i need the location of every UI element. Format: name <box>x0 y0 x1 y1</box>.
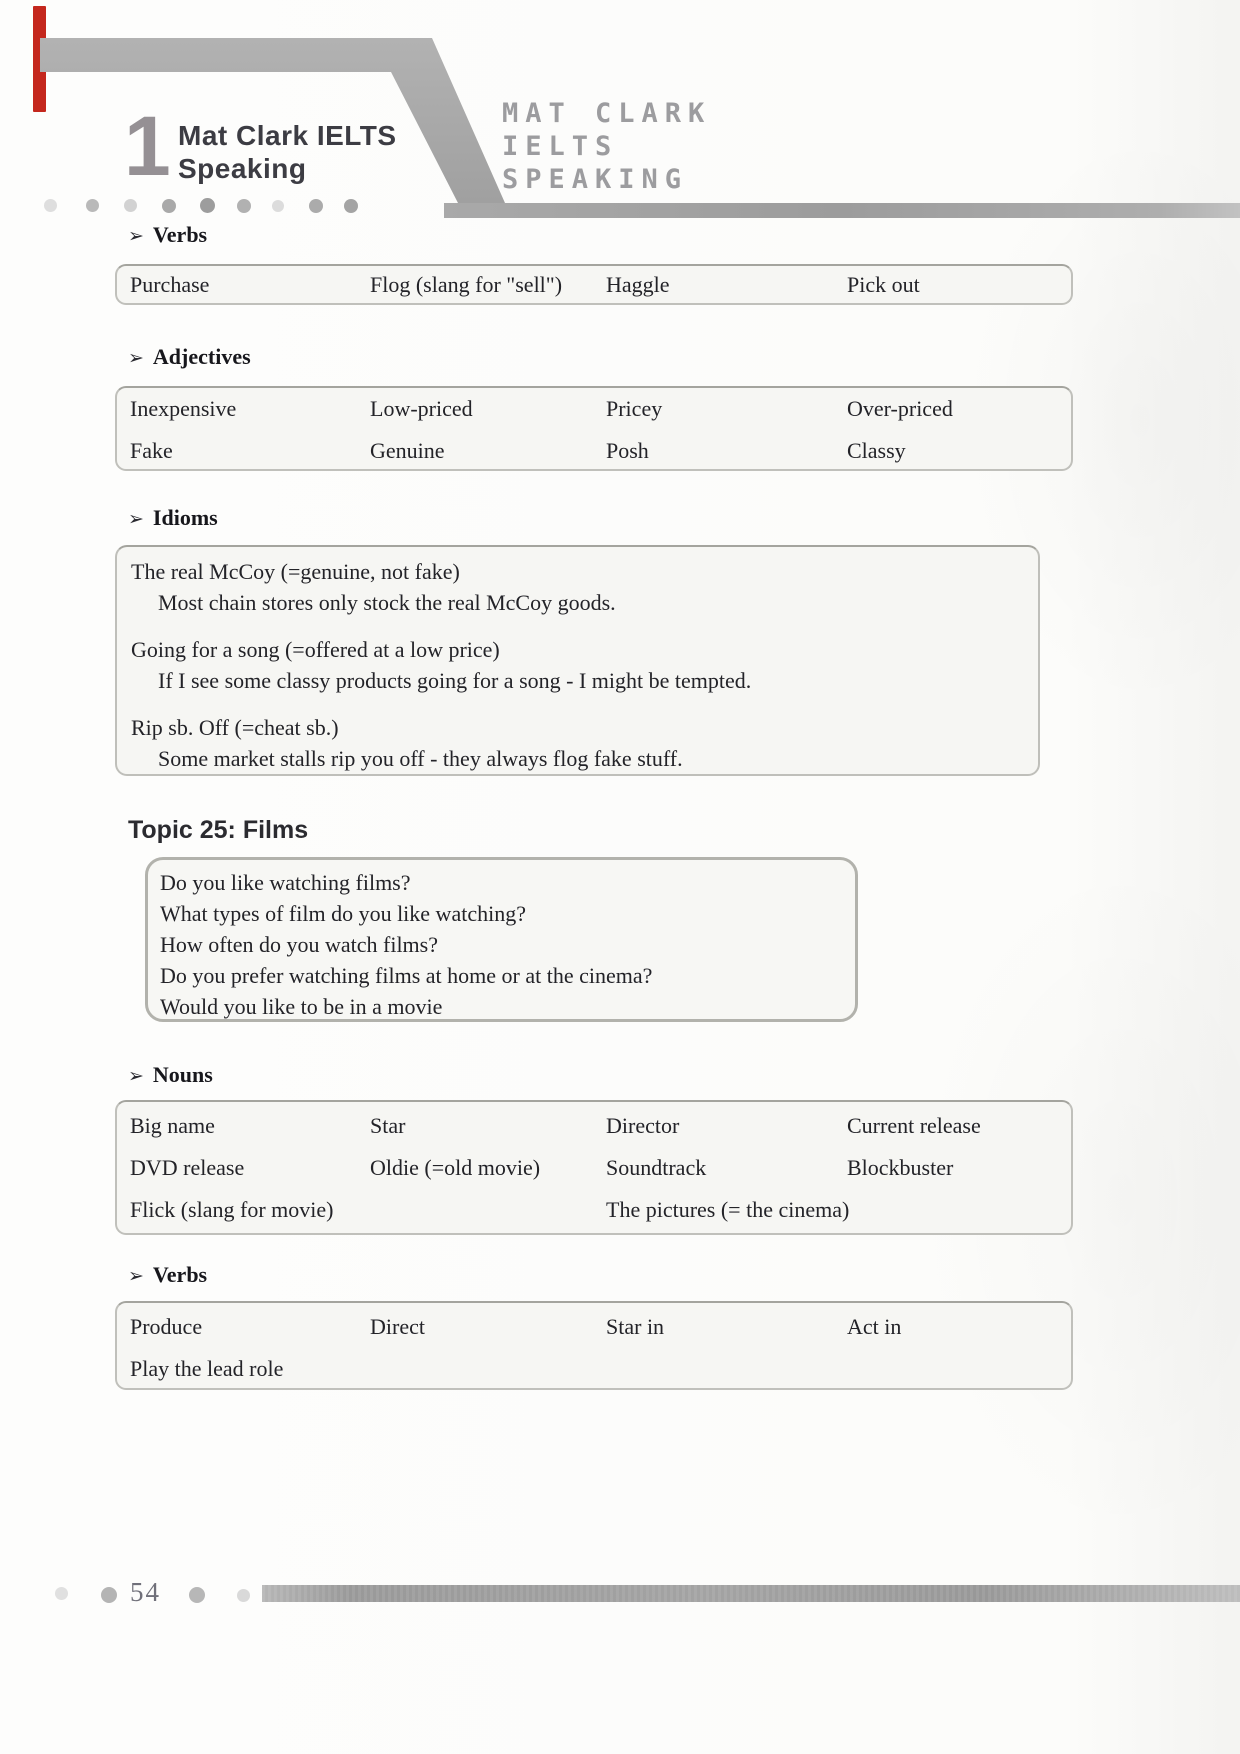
header-dots <box>44 198 384 213</box>
vocab-cell: The pictures (= the cinema) <box>606 1197 850 1222</box>
vocab-row <box>117 388 1071 430</box>
vocab-cell: Star in <box>606 1314 665 1339</box>
section-heading-label: Nouns <box>152 1062 213 1087</box>
question-line: Do you prefer watching films at home or at the cinema? <box>160 963 653 988</box>
watermark-line: SPEAKING <box>502 164 689 195</box>
dot-icon <box>162 199 176 213</box>
vocab-cell: Director <box>606 1113 680 1138</box>
series-subtitle: Speaking <box>178 153 307 184</box>
vocab-cell: Play the lead role <box>130 1356 284 1381</box>
vocab-cell: Haggle <box>606 271 670 297</box>
vocab-cell: Act in <box>847 1314 902 1339</box>
dot-icon <box>55 1587 68 1600</box>
vocab-cell: Pricey <box>606 396 663 421</box>
vocab-row <box>117 430 1071 472</box>
arrow-bullet-icon: ➢ <box>128 225 144 247</box>
vocab-cell: DVD release <box>130 1155 245 1180</box>
dot-icon <box>44 199 57 212</box>
watermark-line: MAT CLARK <box>502 98 712 129</box>
section-heading-verbs-shopping <box>128 222 207 248</box>
watermark-line: IELTS <box>502 131 619 162</box>
idiom-phrase: Rip sb. Off (=cheat sb.) <box>131 715 339 740</box>
vocab-cell: Low-priced <box>370 396 473 421</box>
vocab-cell: Flick (slang for movie) <box>130 1197 334 1222</box>
dot-icon <box>124 199 137 212</box>
vocab-cell: Oldie (=old movie) <box>370 1155 541 1180</box>
vocab-cell: Flog (slang for "sell") <box>370 271 563 297</box>
vocab-cell: Direct <box>370 1314 425 1339</box>
section-heading-label: Verbs <box>152 222 208 247</box>
dot-icon <box>86 199 99 212</box>
vocab-box-verbs-films <box>115 1301 1073 1390</box>
vocab-cell: Blockbuster <box>847 1155 954 1180</box>
vocab-cell: Current release <box>847 1113 981 1138</box>
dot-icon <box>237 1589 250 1602</box>
arrow-bullet-icon: ➢ <box>128 508 144 530</box>
topic-title: Topic 25: Films <box>128 816 309 844</box>
vocab-cell: Classy <box>847 438 906 463</box>
idiom-entry <box>131 634 1024 696</box>
dot-icon <box>309 199 323 213</box>
section-heading-label: Adjectives <box>152 344 251 369</box>
vocab-box-nouns <box>115 1100 1073 1235</box>
question-line: What types of film do you like watching? <box>160 901 526 926</box>
question-line: Would you like to be in a movie <box>160 994 443 1019</box>
vocab-cell: Soundtrack <box>606 1155 707 1180</box>
section-heading-idioms <box>128 505 218 531</box>
dot-icon <box>101 1587 117 1603</box>
watermark-title <box>502 97 711 196</box>
idiom-example: Most chain stores only stock the real McCoy goods. <box>158 590 616 615</box>
dot-icon <box>237 199 251 213</box>
vocab-cell: Inexpensive <box>130 396 237 421</box>
dot-icon <box>272 200 284 212</box>
page-number: 54 <box>130 1577 161 1607</box>
arrow-bullet-icon: ➢ <box>128 1265 144 1287</box>
idiom-entry <box>131 712 1024 774</box>
unit-number: 1 <box>124 99 171 193</box>
arrow-bullet-icon: ➢ <box>128 347 144 369</box>
vocab-row <box>117 1306 1071 1348</box>
vocab-row <box>117 1348 1071 1390</box>
dot-icon <box>200 198 215 213</box>
idiom-example: Some market stalls rip you off - they always flog fake stuff. <box>158 746 683 771</box>
dot-icon <box>344 199 358 213</box>
vocab-box-adjectives <box>115 386 1073 471</box>
vocab-cell: Produce <box>130 1314 203 1339</box>
series-title: Mat Clark IELTS <box>178 120 397 151</box>
vocab-cell: Genuine <box>370 438 445 463</box>
section-heading-label: Idioms <box>152 505 218 530</box>
dot-icon <box>189 1587 205 1603</box>
vocab-cell: Pick out <box>847 271 920 297</box>
idiom-phrase: Going for a song (=offered at a low price) <box>131 637 500 662</box>
vocab-cell: Purchase <box>130 271 210 297</box>
vocab-cell: Star <box>370 1113 406 1138</box>
vocab-row <box>117 1147 1071 1189</box>
questions-box <box>145 857 858 1022</box>
section-heading-verbs-films <box>128 1262 207 1288</box>
section-heading-nouns <box>128 1062 213 1088</box>
vocab-row <box>117 1105 1071 1147</box>
vocab-cell: Big name <box>130 1113 215 1138</box>
vocab-box-verbs-shopping <box>115 264 1073 305</box>
series-title-block <box>178 119 397 185</box>
footer-bar <box>262 1585 1240 1602</box>
vocab-cell: Posh <box>606 438 649 463</box>
section-heading-adjectives <box>128 344 251 370</box>
vocab-cell: Fake <box>130 438 173 463</box>
idiom-phrase: The real McCoy (=genuine, not fake) <box>131 559 460 584</box>
vocab-row <box>117 266 1071 303</box>
idioms-box <box>115 545 1040 776</box>
arrow-bullet-icon: ➢ <box>128 1065 144 1087</box>
question-line: How often do you watch films? <box>160 932 438 957</box>
idiom-entry <box>131 556 1024 618</box>
section-heading-label: Verbs <box>152 1262 208 1287</box>
vocab-cell: Over-priced <box>847 396 953 421</box>
idiom-example: If I see some classy products going for a song - I might be tempted. <box>158 668 752 693</box>
vocab-row <box>117 1189 1071 1231</box>
question-line: Do you like watching films? <box>160 870 411 895</box>
